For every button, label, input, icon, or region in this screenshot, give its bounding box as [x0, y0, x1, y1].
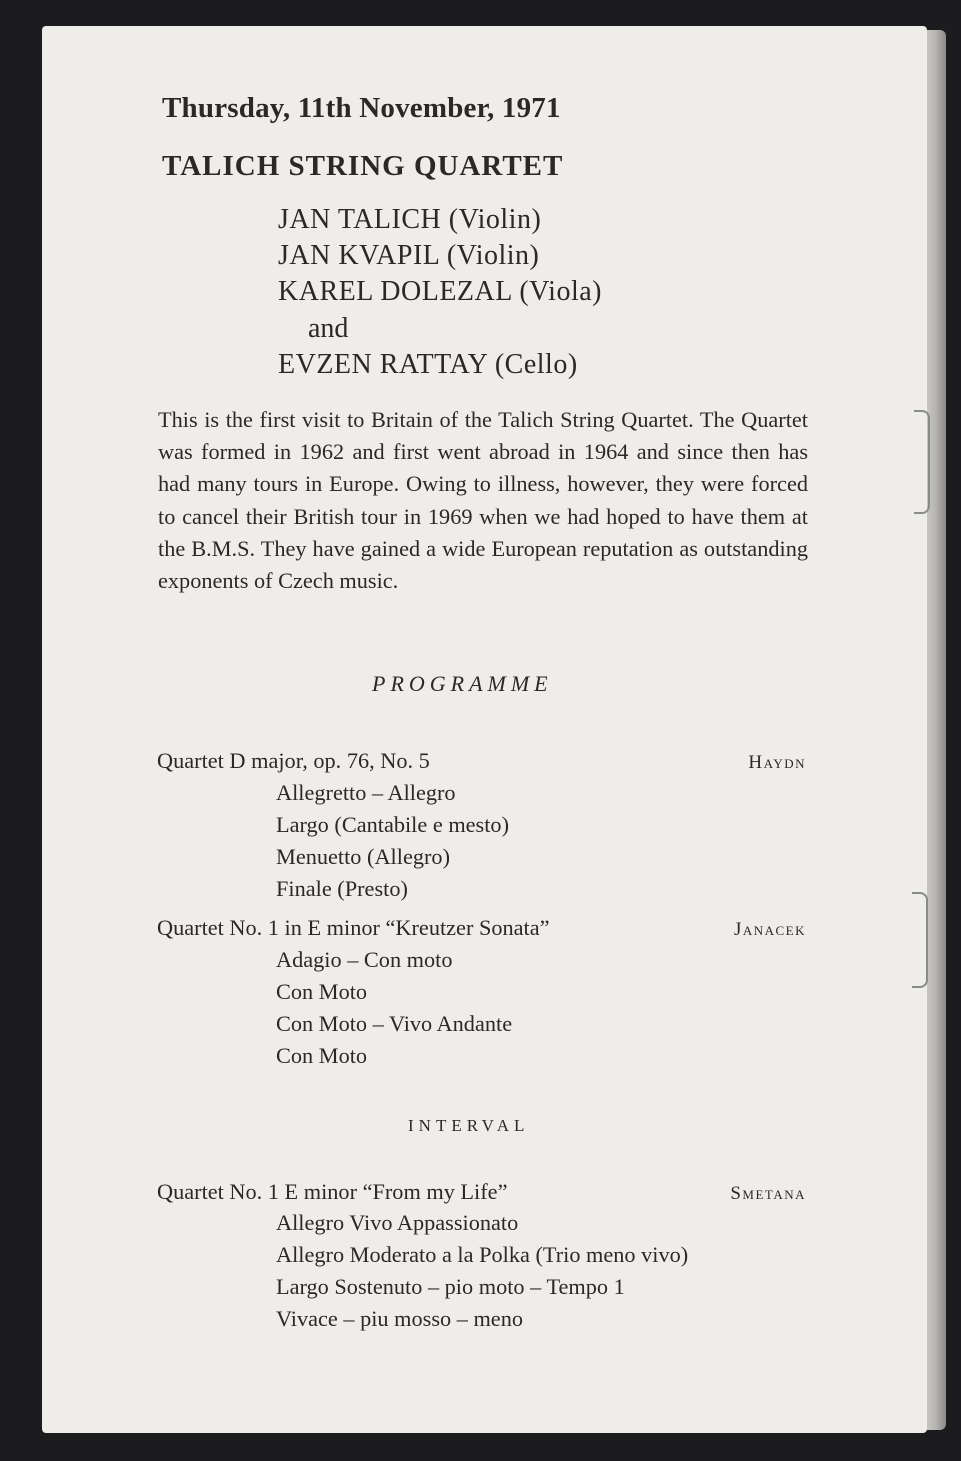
composer-name: Smetana: [730, 1183, 806, 1204]
work-title: Quartet No. 1 in E minor “Kreutzer Sonata”: [157, 915, 550, 940]
staple-bottom: [912, 892, 928, 988]
work-title: Quartet D major, op. 76, No. 5: [157, 748, 430, 773]
movement: Largo Sostenuto – pio moto – Tempo 1: [276, 1274, 625, 1299]
composer-name: Haydn: [748, 752, 806, 773]
movement: Adagio – Con moto: [276, 947, 453, 972]
and-label: and: [308, 313, 349, 344]
movement: Allegretto – Allegro: [276, 780, 456, 805]
programme-heading: PROGRAMME: [372, 671, 553, 696]
movement: Menuetto (Allegro): [276, 844, 450, 869]
staple-top: [914, 410, 930, 514]
movement: Allegro Moderato a la Polka (Trio meno vivo): [276, 1242, 689, 1267]
concert-date: Thursday, 11th November, 1971: [162, 92, 561, 124]
movement: Con Moto: [276, 1043, 368, 1068]
movement: Con Moto: [276, 979, 368, 1004]
movement: Finale (Presto): [276, 876, 408, 901]
movement: Allegro Vivo Appassionato: [276, 1210, 519, 1235]
interval-heading: INTERVAL: [408, 1116, 530, 1135]
performer: EVZEN RATTAY (Cello): [278, 349, 578, 380]
ensemble-name: TALICH STRING QUARTET: [162, 150, 564, 182]
movement: Largo (Cantabile e mesto): [276, 812, 510, 837]
performer: JAN TALICH (Violin): [278, 204, 542, 235]
performer: JAN KVAPIL (Violin): [278, 240, 540, 271]
composer-name: Janacek: [733, 919, 806, 940]
intro-paragraph: This is the first visit to Britain of the Talich String Quartet. The Quartet was formed in 1962 and first went abroad in 1964 and since then has had many tours in Europe. Owing to illness, however, they were forced to cancel their British tour in 1969 when we had hoped to have them at the B.M.S. They have gained a wide European reputation as outstanding exponents of Czech music.: [158, 407, 808, 594]
movement: Vivace – piu mosso – meno: [276, 1306, 523, 1331]
work-title: Quartet No. 1 E minor “From my Life”: [157, 1179, 508, 1204]
performer: KAREL DOLEZAL (Viola): [278, 276, 602, 307]
movement: Con Moto – Vivo Andante: [276, 1011, 513, 1036]
